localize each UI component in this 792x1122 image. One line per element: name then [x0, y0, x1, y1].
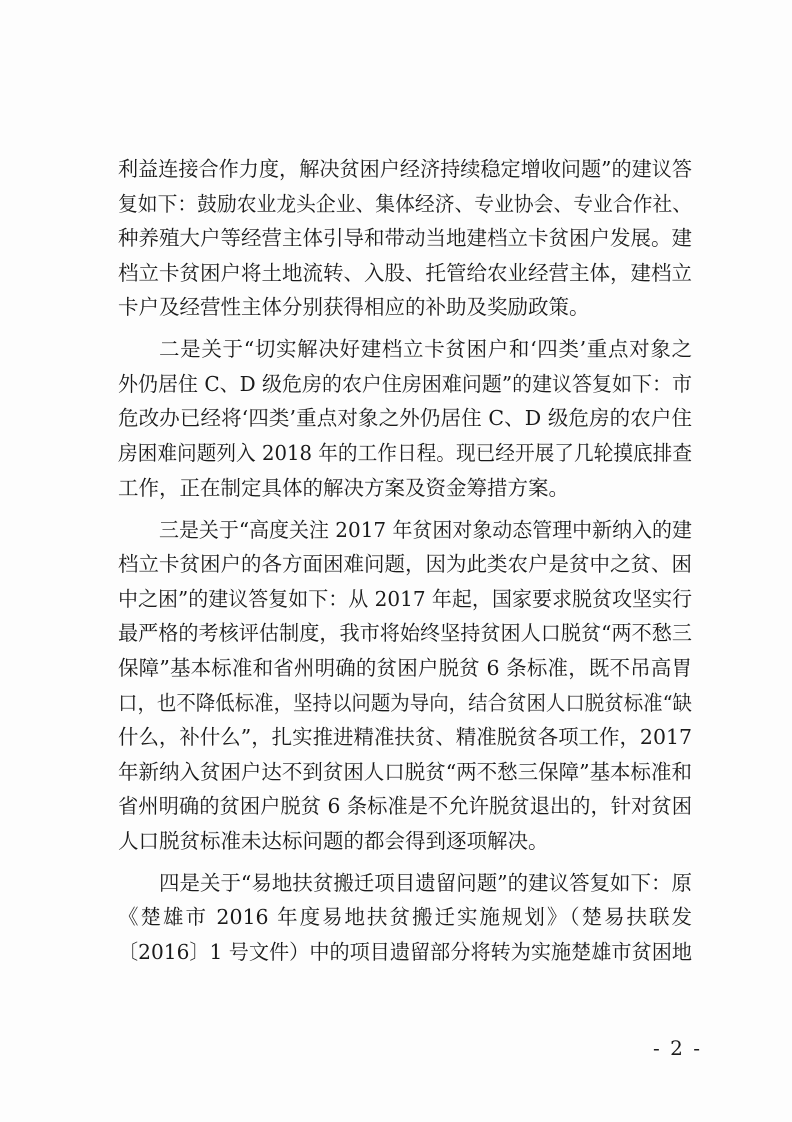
- text-line: 房困难问题列入 2018 年的工作日程。现已经开展了几轮摸底排查: [118, 441, 692, 466]
- text-line: 外仍居住 C、D 级危房的农户住房困难问题”的建议答复如下：市: [118, 371, 692, 396]
- text-line: 二是关于“切实解决好建档立卡贫困户和‘四类’重点对象之: [159, 337, 692, 362]
- text-line: 种养殖大户等经营主体引导和带动当地建档立卡贫困户发展。建: [118, 226, 692, 251]
- text-line: 中之困”的建议答复如下：从 2017 年起，国家要求脱贫攻坚实行: [118, 586, 692, 611]
- text-line: 三是关于“高度关注 2017 年贫困对象动态管理中新纳入的建: [159, 517, 692, 542]
- text-line: 什么，补什么”，扎实推进精准扶贫、精准脱贫各项工作，2017: [118, 725, 692, 750]
- text-line: 四是关于“易地扶贫搬迁项目遗留问题”的建议答复如下：原: [159, 870, 692, 895]
- paragraph-1: [118, 152, 692, 325]
- text-line: 口，也不降低标准，坚持以问题为导向，结合贫困人口脱贫标准“缺: [118, 690, 692, 715]
- paragraph-4: [118, 866, 692, 970]
- text-line: 人口脱贫标准未达标问题的都会得到逐项解决。: [118, 828, 549, 853]
- text-line: 工作，正在制定具体的解决方案及资金筹措方案。: [118, 475, 569, 500]
- paragraph-2: [118, 332, 692, 505]
- text-line: 档立卡贫困户的各方面困难问题，因为此类农户是贫中之贫、困: [118, 552, 692, 577]
- text-line: 《楚雄市 2016 年度易地扶贫搬迁实施规划》（楚易扶联发: [118, 905, 692, 930]
- text-line: 省州明确的贫困户脱贫 6 条标准是不允许脱贫退出的，针对贫困: [118, 794, 692, 819]
- text-line: 危改办已经将‘四类’重点对象之外仍居住 C、D 级危房的农户住: [118, 406, 692, 431]
- text-line: 档立卡贫困户将土地流转、入股、托管给农业经营主体，建档立: [118, 260, 692, 285]
- text-line: 复如下：鼓励农业龙头企业、集体经济、专业协会、专业合作社、: [118, 191, 692, 216]
- body-text: [118, 152, 692, 977]
- text-line: 〔2016〕1 号文件）中的项目遗留部分将转为实施楚雄市贫困地: [118, 939, 692, 964]
- text-line: 最严格的考核评估制度，我市将始终坚持贫困人口脱贫“两不愁三: [118, 621, 692, 646]
- text-line: 保障”基本标准和省州明确的贫困户脱贫 6 条标准，既不吊高胃: [118, 655, 692, 680]
- paragraph-3: [118, 513, 692, 859]
- text-line: 利益连接合作力度，解决贫困户经济持续稳定增收问题”的建议答: [118, 157, 692, 181]
- page-number: - 2 -: [653, 1036, 702, 1060]
- text-line: 年新纳入贫困户达不到贫困人口脱贫“两不愁三保障”基本标准和: [118, 759, 692, 784]
- text-line: 卡户及经营性主体分别获得相应的补助及奖励政策。: [118, 295, 590, 320]
